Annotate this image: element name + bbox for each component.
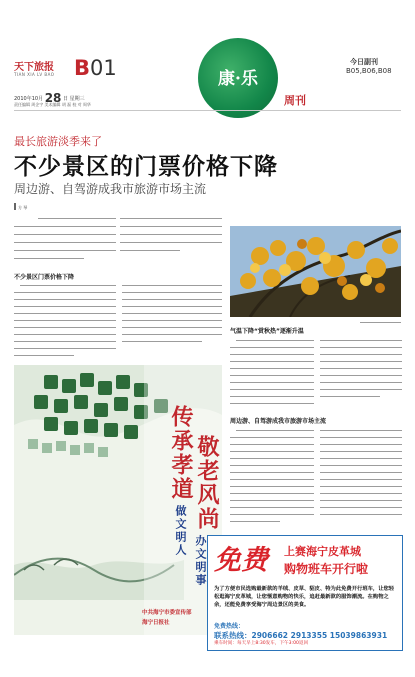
culture-ad-line1: 传承孝道 bbox=[168, 405, 194, 501]
culture-ad-sponsor1: 中共海宁市委宣传部 bbox=[142, 610, 192, 616]
page-letter: B bbox=[74, 56, 91, 80]
article-kicker: 最长旅游淡季来了 bbox=[14, 135, 102, 148]
ad-free-title: 免费 bbox=[214, 545, 268, 576]
today-supplement-label: 今日副刊 bbox=[350, 58, 378, 66]
date-day: 28 bbox=[44, 91, 62, 105]
section-title-ticket-prices: 不少景区门票价格下降 bbox=[14, 274, 75, 281]
culture-ad-poster bbox=[14, 365, 222, 635]
section2-title-text: 气温下降“赏秋热”逐渐升温 bbox=[230, 328, 304, 335]
channel-weekly-label: 周刊 bbox=[284, 94, 306, 107]
section2-body bbox=[230, 338, 402, 413]
autumn-leaves-photo bbox=[230, 226, 401, 317]
culture-ad-line4: 办文明事 bbox=[194, 535, 207, 587]
section-title-autumn-viewing bbox=[230, 326, 304, 335]
lead-paragraph bbox=[14, 215, 222, 267]
date-suffix: 日 星期三 bbox=[62, 96, 85, 102]
date-prefix: 2010年10月 bbox=[14, 96, 44, 102]
autumn-leaves-illustration bbox=[230, 226, 401, 317]
page-number bbox=[74, 56, 117, 80]
header-divider bbox=[14, 110, 401, 111]
masthead-logo-sub: TIAN XIA LV BAO bbox=[14, 72, 55, 77]
culture-ad-line3: 做文明人 bbox=[174, 505, 187, 557]
section3-body bbox=[230, 428, 402, 532]
photo-credit bbox=[360, 322, 401, 323]
section-title-local-trips: 周边游、自驾游成我市旅游市场主流 bbox=[230, 418, 327, 425]
ad-phone-numbers: 联系热线：2906662 2913355 15039863931 bbox=[214, 631, 388, 640]
section1-body bbox=[14, 283, 224, 361]
article-headline: 不少景区的门票价格下降 bbox=[14, 154, 278, 180]
byline-marker bbox=[14, 203, 16, 210]
masthead-logo: 天下旅报 bbox=[14, 62, 54, 73]
ad-schedule: 乘车时间：每天早上8:30发车，下午3:00返回 bbox=[214, 641, 309, 646]
article-subhead: 周边游、自驾游成我市旅游市场主流 bbox=[14, 182, 207, 196]
ad-description: 为了方便市民选购最新款的羊绒、皮草、貂皮、特为此免费开行班车，让您轻松逛海宁皮革城，让您惬意购物的快乐，追赶最新款的服饰潮流。在购物之余，还能免费享受海宁周边景区的美食。 bbox=[214, 586, 395, 608]
channel-name: 康·乐 bbox=[218, 69, 258, 89]
page-digits: 01 bbox=[90, 56, 117, 80]
shopping-shuttle-ad bbox=[207, 535, 403, 651]
ad-shuttle-open: 购物班车开行啦 bbox=[284, 562, 369, 576]
supplement-pages: B05,B06,B08 bbox=[346, 67, 392, 75]
ad-leather-city: 上赛海宁皮革城 bbox=[284, 545, 361, 558]
culture-ad-line2: 敬老风尚 bbox=[194, 435, 220, 531]
editor-credits: 责任编辑 周企宇 美术编辑 胡 磊 校 对 周华 bbox=[14, 102, 91, 107]
ad-hotline-label: 免费热线： bbox=[214, 623, 245, 630]
culture-ad-sponsor2: 海宁日报社 bbox=[142, 620, 170, 626]
article-byline: 方 琴 bbox=[18, 205, 28, 210]
